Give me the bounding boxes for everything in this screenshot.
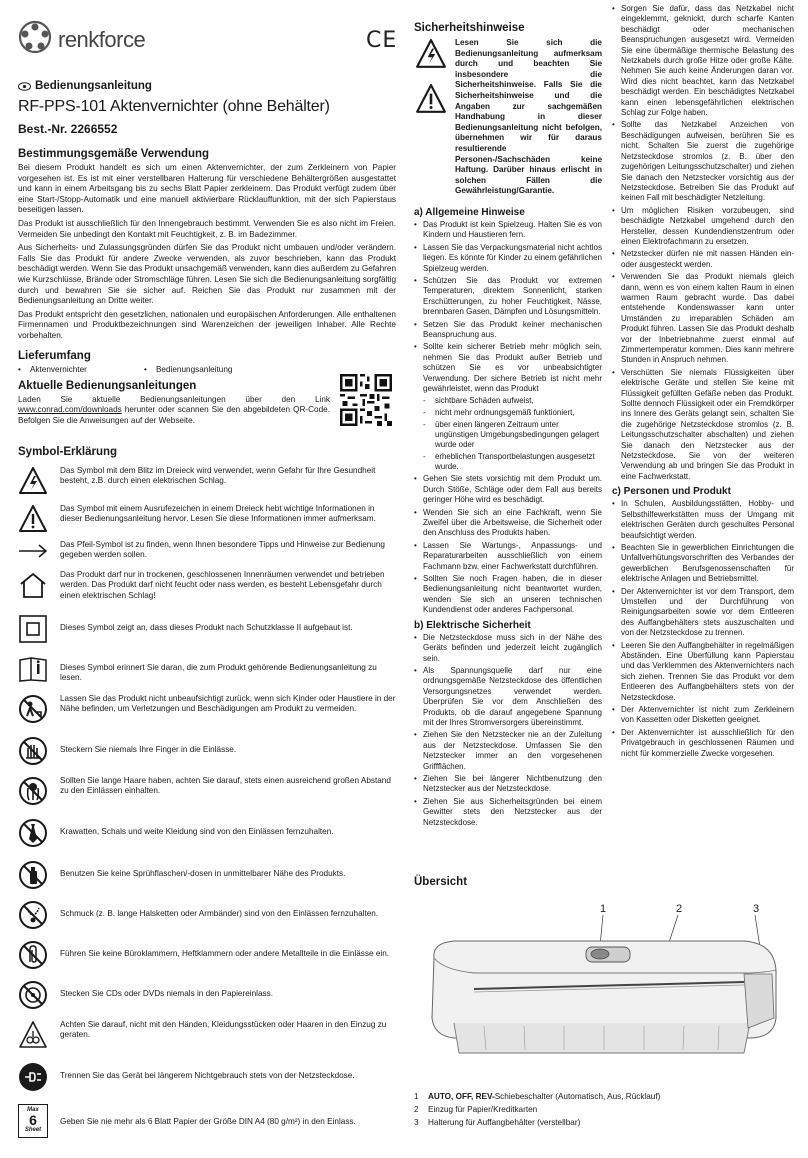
list-item: • Sollte kein sicherer Betrieb mehr möglich sein, nehmen Sie das Produkt außer Betrieb und schützen Sie es vor unbeabsichtigter Verwendung. Der sichere Betrieb ist nicht mehr gewährleistet, wenn das Produkt xyxy=(414,342,602,394)
brand-name: renkforce xyxy=(58,27,146,52)
order-number: Best.-Nr. 2266552 xyxy=(18,122,118,136)
symbol-row xyxy=(18,540,396,562)
symbol-row xyxy=(18,654,396,684)
list-item: • Sollte das Netzkabel Anzeichen von Beschädigungen aufweisen, berühren Sie es nicht. Schalten Sie zuerst die zugehörige Netzsteckdose stromlos (z. B. über den zugehörigen Leitungsschutzschalter) und ziehen Sie danach den Netzstecker vorsichtig aus der Netzsteckdose. Betreiben Sie das Produkt auf keinen Fall mit beschädigter Netzleitung. xyxy=(612,120,794,203)
no-tie-icon xyxy=(18,818,48,848)
symbol-text: Sollten Sie lange Haare haben, achten Sie darauf, stets einen ausreichend großen Abstand zu den Einlässen einhalten. xyxy=(60,775,391,796)
usage-p3: Aus Sicherheits- und Zulassungsgründen dürfen Sie das Produkt nicht umbauen und/oder verändern. Falls Sie das Produkt für andere Zwecke verwenden, als zuvor beschrieben, kann das Produkt beschädigt werden. Wenn Sie das Produkt unsachgemäß verwenden, kann dies außerdem zu Gefahren wie Kurzschlüsse, Brände oder Stromschläge führen. Lesen Sie sich die Bedienungsanleitung sorgfältig durch und bewahren Sie sie sicher auf. Reichen Sie das Produkt nur zusammen mit der Bedienungsanleitung an Dritte weiter. xyxy=(18,243,396,306)
no-spray-icon xyxy=(18,860,48,890)
legend-item: 3 Halterung für Auffangbehälter (verstellbar) xyxy=(414,1118,581,1127)
shredder-illustration xyxy=(414,898,794,1078)
scope-heading: Lieferumfang xyxy=(18,349,91,362)
list-item: • Leeren Sie den Auffangbehälter in regelmäßigen Abständen. Eine Überfüllung kann Papierstau und das Verklemmen des Aktenvernichters nach sich ziehen. Trennen Sie das Produkt vor dem Entleeren des Auffangbehälters stets von der Netzsteckdose. xyxy=(612,641,794,703)
manuals-heading: Aktuelle Bedienungsanleitungen xyxy=(18,379,197,392)
unplug-icon xyxy=(18,1062,48,1092)
no-children-pets-icon xyxy=(18,694,48,724)
usage-p4: Das Produkt entspricht den gesetzlichen, nationalen und europäischen Anforderungen. Alle enthaltenen Firmennamen und Produktbezeichnungen sind Warenzeichen der jeweiligen Inhaber. Alle Rechte vorbehalten. xyxy=(18,309,396,340)
symbol-row xyxy=(18,570,396,600)
overview-section xyxy=(414,876,794,1158)
symbol-text: Benutzen Sie keine Sprühflaschen/-dosen in unmittelbarer Nähe des Produkts. xyxy=(60,868,346,878)
symbol-row xyxy=(18,818,396,848)
symbol-text: Geben Sie nie mehr als 6 Blatt Papier der Größe DIN A4 (80 g/m²) in den Einlass. xyxy=(60,1116,356,1126)
symbol-row xyxy=(18,900,396,930)
list-item: - nicht mehr ordnungsgemäß funktioniert, xyxy=(423,408,602,418)
read-manual-icon xyxy=(18,654,48,684)
list-item: • Lassen Sie Wartungs-, Anpassungs- und Reparaturarbeiten ausschließlich von einem Fachmann bzw. einer Fachwerkstatt durchführen. xyxy=(414,541,602,572)
qr-code-icon[interactable] xyxy=(340,374,392,426)
overview-heading: Übersicht xyxy=(414,876,468,888)
exclamation-triangle-icon xyxy=(414,83,448,115)
no-cd-icon xyxy=(18,980,48,1010)
list-item: • Ziehen Sie den Netzstecker nie an der Zuleitung aus der Netzsteckdose. Umfassen Sie den Netzstecker immer an den vorgesehenen Griffflächen. xyxy=(414,730,602,772)
list-item: • Gehen Sie stets vorsichtig mit dem Produkt um. Durch Stöße, Schläge oder dem Fall aus bereits geringer Höhe wird es beschädigt. xyxy=(414,474,602,505)
symbol-text: Dieses Symbol erinnert Sie daran, die zum Produkt gehörende Bedienungsanleitung zu lesen. xyxy=(60,662,377,683)
general-list xyxy=(414,220,602,395)
symbol-row xyxy=(18,980,396,1010)
symbol-list xyxy=(18,466,396,1156)
symbol-row xyxy=(18,860,396,890)
safety-icons xyxy=(414,38,448,120)
symbols-heading: Symbol-Erklärung xyxy=(18,445,118,458)
symbol-row xyxy=(18,694,396,724)
scope-item: • Bedienungsanleitung xyxy=(144,364,233,374)
list-item: • Das Produkt ist kein Spielzeug. Halten Sie es von Kindern und Haustieren fern. xyxy=(414,220,602,241)
symbol-row xyxy=(18,1062,396,1092)
middle-column xyxy=(414,0,602,830)
symbol-text: Achten Sie darauf, nicht mit den Händen, Kleidungsstücken oder Haaren in den Einzug zu geraten. xyxy=(60,1019,387,1040)
renkforce-logo-icon xyxy=(18,20,52,54)
symbol-text: Trennen Sie das Gerät bei längerem Nichtgebrauch stets von der Netzsteckdose. xyxy=(60,1070,355,1080)
callout-3: 3 xyxy=(753,903,760,915)
list-item: • Schützen Sie das Produkt vor extremen Temperaturen, direktem Sonnenlicht, starken Erschütterungen, zu hoher Feuchtigkeit, Nässe, brennbaren Gasen, Dämpfen und Lösungsmitteln. xyxy=(414,276,602,318)
symbol-row xyxy=(18,614,396,644)
manuals-block xyxy=(18,380,396,440)
list-item: • Als Spannungsquelle darf nur eine ordnungsgemäße Netzsteckdose des öffentlichen Versorgungsnetzes verwendet werden. Überprüfen Sie vor dem Anschließen des Produkts, ob die darauf angegebene Spannung mit der Ihres Stromversorgers übereinstimmt. xyxy=(414,666,602,728)
symbol-row xyxy=(18,466,396,496)
list-item: • Verwenden Sie das Produkt niemals gleich dann, wenn es von einem kalten Raum in einen warmen Raum gebracht wurde. Das dabei entstehende Kondenswasser kann unter Umständen zu irreparablen Schäden am Produkt führen. Lassen Sie das Produkt deshalb vor der Inbetriebnahme zuerst einmal auf Zimmertemperatur kommen. Dies kann mehrere Stunden in Anspruch nehmen. xyxy=(612,272,794,366)
symbol-text: Stecken Sie CDs oder DVDs niemals in den Papiereinlass. xyxy=(60,988,273,998)
list-item: - über einen längeren Zeitraum unter ungünstigen Umgebungsbedingungen gelagert wurde oder xyxy=(423,420,602,450)
usage-p2: Das Produkt ist ausschließlich für den Innengebrauch bestimmt. Verwenden Sie es also nicht im Freien. Vermeiden Sie unbedingt den Kontakt mit Feuchtigkeit, z. B. im Badezimmer. xyxy=(18,218,396,239)
left-column xyxy=(18,0,396,1156)
general-list-2 xyxy=(414,474,602,615)
list-item: • Um möglichen Risiken vorzubeugen, sind beschädigte Netzkabel umgehend durch den Hersteller, dessen Kundendienstzentrum oder einen Elektrofachmann zu ersetzen. xyxy=(612,206,794,248)
no-fingers-icon xyxy=(18,736,48,766)
persons-list xyxy=(612,499,794,759)
list-item: • Netzstecker dürfen nie mit nassen Händen ein- oder ausgesteckt werden. xyxy=(612,249,794,270)
safety-intro xyxy=(414,38,602,197)
downloads-link[interactable]: www.conrad.com/downloads xyxy=(18,405,122,415)
symbol-text: Lassen Sie das Produkt nicht unbeaufsichtigt zurück, wenn sich Kinder oder Haustiere in der Nähe befinden, um Verletzungen und Beschädigungen am Produkt zu vermeiden. xyxy=(60,693,396,714)
page-title: RF-PPS-101 Aktenvernichter (ohne Behälter) xyxy=(18,98,330,115)
symbol-row xyxy=(18,1104,396,1140)
list-item: • Der Aktenvernichter ist nicht zum Zerkleinern von Kassetten oder Disketten geeignet. xyxy=(612,705,794,726)
symbol-text: Krawatten, Schals und weite Kleidung sind von den Einlässen fernzuhalten. xyxy=(60,826,334,836)
electrical-list-cont xyxy=(612,4,794,482)
lightning-triangle-icon xyxy=(414,38,448,70)
legend-item: 2 Einzug für Papier/Kreditkarten xyxy=(414,1105,538,1114)
symbol-text: Das Pfeil-Symbol ist zu finden, wenn Ihnen besondere Tipps und Hinweise zur Bedienung gegeben werden sollen. xyxy=(60,539,385,560)
manuals-text: Laden Sie aktuelle Bedienungsanleitungen über den Link www.conrad.com/downloads herunter oder scannen Sie den abgebildeten QR-Code. Befolgen Sie die Anweisungen auf der Webseite. xyxy=(18,394,330,425)
usage-heading: Bestimmungsgemäße Verwendung xyxy=(18,148,210,160)
list-item: • Verschütten Sie niemals Flüssigkeiten über elektrische Geräte und stellen Sie keine mit Flüssigkeit gefüllten Gefäße neben das Produkt. Sollte dennoch Flüssigkeit oder ein Fremdkörper ins Innere des Geräts gelangt sein, schalten Sie die zugehörige Netzsteckdose stromlos (z. B. Leitungsschutzschalter abschalten) und ziehen Sie danach den Netzstecker aus der Netzsteckdose. Sie von der weiteren Verwendung ab und bringen Sie das Produkt in eine Fachwerkstatt. xyxy=(612,368,794,482)
list-item: • In Schulen, Ausbildungsstätten, Hobby- und Selbsthilfewerkstätten muss der Umgang mit elektrischen Geräten durch geschultes Personal beaufsichtigt werden. xyxy=(612,499,794,541)
electrical-heading: b) Elektrische Sicherheit xyxy=(414,619,531,631)
header xyxy=(18,0,398,53)
list-item: • Beachten Sie in gewerblichen Einrichtungen die Unfallverhütungsvorschriften des Verbandes der gewerblichen Berufsgenossenschaften für elektrische Anlagen und Betriebsmittel. xyxy=(612,543,794,585)
symbol-row xyxy=(18,1020,396,1050)
callout-1: 1 xyxy=(600,903,607,915)
entanglement-warning-icon xyxy=(18,1020,48,1050)
symbol-row xyxy=(18,504,396,534)
symbol-row xyxy=(18,736,396,766)
symbol-text: Das Symbol mit einem Ausrufezeichen in einem Dreieck hebt wichtige Informationen in dieser Bedienungsanleitung hervor. Lesen Sie diese Informationen immer aufmerksam. xyxy=(60,503,376,524)
symbol-text: Dieses Symbol zeigt an, dass dieses Produkt nach Schutzklasse II aufgebaut ist. xyxy=(60,622,353,632)
condition-list xyxy=(423,396,602,472)
indoor-house-icon xyxy=(18,570,48,600)
list-item: • Setzen Sie das Produkt keiner mechanischen Beanspruchung aus. xyxy=(414,320,602,341)
list-item: • Ziehen Sie aus Sicherheitsgründen bei einem Gewitter stets den Netzstecker aus der Netzsteckdose. xyxy=(414,797,602,828)
symbol-text: Das Produkt darf nur in trockenen, geschlossenen Innenräumen verwendet und betrieben werden. Das Produkt darf nicht feucht oder nass werden, es besteht Lebensgefahr durch einen elektrischen Schlag! xyxy=(60,569,385,600)
list-item: • Wenden Sie sich an eine Fachkraft, wenn Sie Zweifel über die Arbeitsweise, die Sicherheit oder den Anschluss des Produkts haben. xyxy=(414,508,602,539)
exclamation-triangle-icon xyxy=(18,504,48,534)
overview-legend xyxy=(414,1090,794,1129)
arrow-icon xyxy=(18,540,48,562)
scope-item: • Aktenvernichter xyxy=(18,364,87,374)
list-item: • Ziehen Sie bei längerer Nichtbenutzung den Netzstecker aus der Netzsteckdose. xyxy=(414,774,602,795)
general-heading: a) Allgemeine Hinweise xyxy=(414,206,525,218)
scope-list xyxy=(18,365,396,374)
list-item: • Die Netzsteckdose muss sich in der Nähe des Geräts befinden und jederzeit leicht zugänglich sein. xyxy=(414,633,602,664)
usage-p1: Bei diesem Produkt handelt es sich um einen Aktenvernichter, der zum Zerkleinern von Papier vorgesehen ist. Es ist mit einer verstellbaren Halterung für verschiedene Behältergrößen ausgestattet und kann in einem Arbeitsgang bis zu sechs Blatt Papier zerkleinern. Das Produkt verfügt zudem über eine Start-/Stopp-Automatik und eine manuell aktivierbare Rücklauffunktion, mit der sich Papierstaus beseitigen lassen. xyxy=(18,163,396,215)
eye-icon xyxy=(18,82,31,91)
symbol-text: Schmuck (z. B. lange Halsketten oder Armbänder) sind von den Einlässen fernzuhalten. xyxy=(60,908,379,918)
symbol-text: Steckern Sie niemals Ihre Finger in die Einlässe. xyxy=(60,744,237,754)
list-item: - sichtbare Schäden aufweist, xyxy=(423,396,602,406)
symbol-row xyxy=(18,776,396,806)
doc-type xyxy=(18,80,396,92)
right-column xyxy=(612,0,794,761)
symbol-text: Das Symbol mit dem Blitz im Dreieck wird verwendet, wenn Gefahr für Ihre Gesundheit besteht, z.B. durch einen elektrischen Schlag. xyxy=(60,465,376,486)
ce-mark: CE xyxy=(366,28,398,53)
list-item: • Der Aktenvernichter ist ausschließlich für den Privatgebrauch in geschlossenen Räumen und nicht für kommerzielle Zwecke vorgesehen. xyxy=(612,728,794,759)
list-item: • Sollten Sie noch Fragen haben, die in dieser Bedienungsanleitung nicht beantwortet wurden, wenden Sie sich an unseren technischen Kundendienst oder anderes Fachpersonal. xyxy=(414,574,602,616)
safety-intro-text: Lesen Sie sich die Bedienungsanleitung aufmerksam durch und beachten Sie insbesondere die Sicherheitshinweise. Falls Sie die Sicherheitshinweise und die Angaben zur sachgemäßen Handhabung in dieser Bedienungsanleitung nicht befolgen, übernehmen wir für daraus resultierende Personen-/Sachschäden keine Haftung. Darüber hinaus erlischt in solchen Fällen die Gewährleistung/Garantie. xyxy=(455,38,602,196)
list-item: • Lassen Sie das Verpackungsmaterial nicht achtlos liegen. Es könnte für Kinder zu einem gefährlichen Spielzeug werden. xyxy=(414,243,602,274)
lightning-triangle-icon xyxy=(18,466,48,496)
max-sheets-icon: Max 6 Sheet xyxy=(18,1104,48,1138)
safety-heading: Sicherheitshinweise xyxy=(414,22,525,34)
electrical-list xyxy=(414,633,602,828)
symbol-row xyxy=(18,940,396,970)
protection-class-2-icon xyxy=(18,614,48,644)
symbol-text: Führen Sie keine Büroklammern, Heftklammern oder andere Metallteile in die Einlässe ein. xyxy=(60,948,390,958)
long-hair-icon xyxy=(18,776,48,806)
list-item: - erheblichen Transportbelastungen ausgesetzt wurde. xyxy=(423,452,602,472)
callout-2: 2 xyxy=(676,903,683,915)
persons-heading: c) Personen und Produkt xyxy=(612,486,731,498)
doc-type-label: Bedienungsanleitung xyxy=(35,80,152,92)
no-jewelry-icon xyxy=(18,900,48,930)
list-item: • Der Aktenvernichter ist vor dem Transport, dem Umstellen und der Durchführung von Reinigungsarbeiten sowie vor dem Entleeren des Auffangbehälters stets auszuschalten und von der Netzsteckdose zu trennen. xyxy=(612,587,794,639)
legend-item: 1 AUTO, OFF, REV-Schiebeschalter (Automatisch, Aus, Rücklauf) xyxy=(414,1092,661,1101)
no-paperclip-icon xyxy=(18,940,48,970)
list-item: • Sorgen Sie dafür, dass das Netzkabel nicht eingeklemmt, geknickt, durch scharfe Kanten beschädigt oder mechanischen Beanspruchungen ausgesetzt wird. Vermeiden Sie eine übermäßige thermische Belastung des Netzkabels durch große Hitze oder große Kälte. Nehmen Sie auch keine Änderungen daran vor. Wird dies nicht beachtet, kann das Netzkabel beschädigt werden. Ein beschädigtes Netzkabel kann einen lebensgefährlichen elektrischen Schlag zur Folge haben. xyxy=(612,4,794,118)
